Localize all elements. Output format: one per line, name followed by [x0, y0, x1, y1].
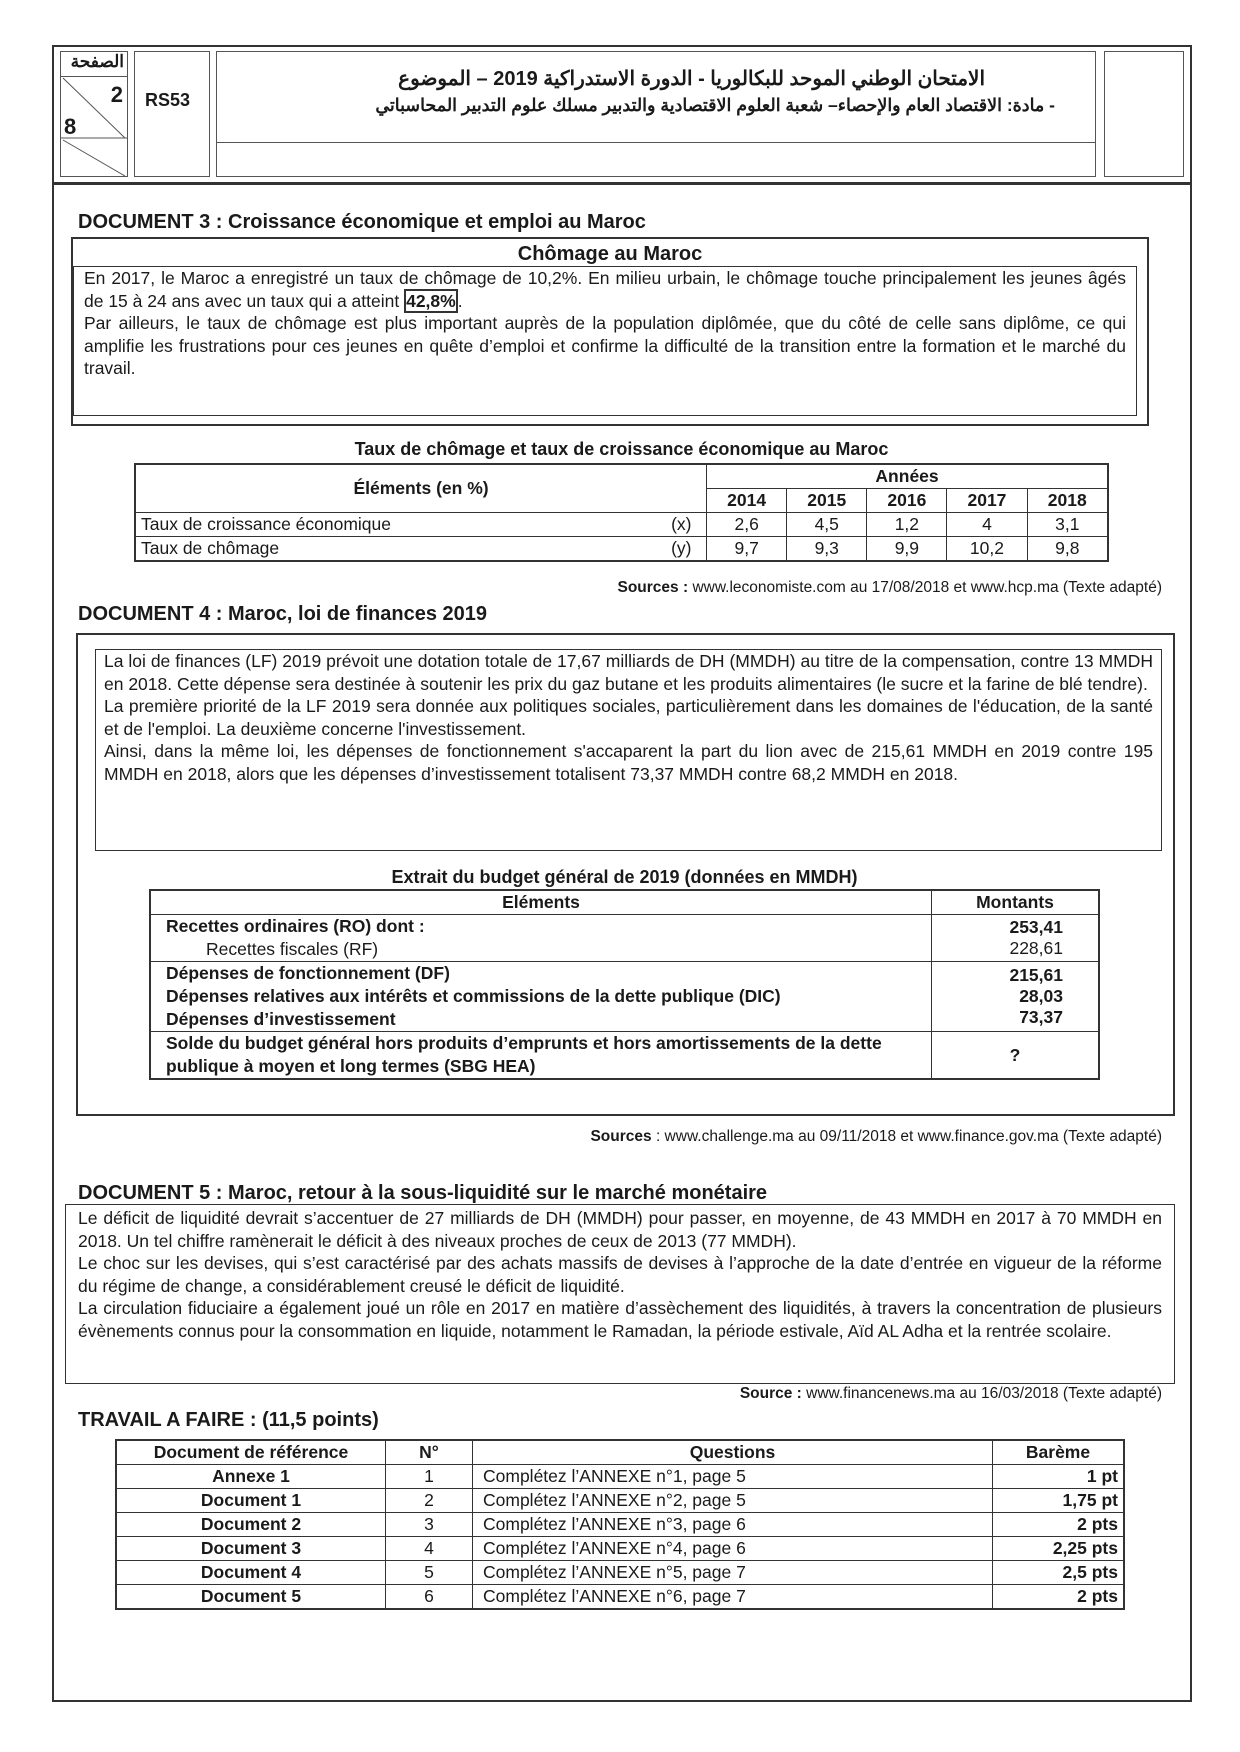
question-text: Complétez l’ANNEXE n°4, page 6 — [473, 1537, 993, 1561]
question-text: Complétez l’ANNEXE n°5, page 7 — [473, 1561, 993, 1585]
text: : www.challenge.ma au 09/11/2018 et www.finance.gov.ma (Texte adapté) — [651, 1128, 1162, 1145]
label: Sources — [590, 1128, 652, 1145]
doc4-sources — [590, 1128, 1162, 1146]
doc5-title: DOCUMENT 5 : Maroc, retour à la sous-liquidité sur le marché monétaire — [78, 1182, 768, 1204]
table-row — [116, 1513, 1124, 1537]
row-label: Taux de croissance économique — [135, 513, 666, 537]
bareme: 2,25 pts — [993, 1537, 1125, 1561]
table-row — [150, 915, 1099, 962]
year: 2018 — [1027, 489, 1108, 513]
doc3-title: DOCUMENT 3 : Croissance économique et emploi au Maroc — [78, 211, 646, 233]
question-number: 6 — [386, 1585, 473, 1610]
rf-label: Recettes fiscales (RF) — [206, 939, 379, 959]
table-row — [135, 537, 1108, 562]
table-row — [150, 1032, 1099, 1080]
cell: 1,2 — [867, 513, 947, 537]
blank-cell — [1104, 51, 1184, 177]
col-years: Années — [707, 464, 1108, 489]
code-cell — [134, 51, 210, 177]
question-text: Complétez l’ANNEXE n°1, page 5 — [473, 1465, 993, 1489]
exam-title: الامتحان الوطني الموحد للبكالوريا - الدورة الاستدراكية 2019 – الموضوع — [398, 68, 985, 90]
tasks-table — [115, 1439, 1125, 1610]
doc4-title: DOCUMENT 4 : Maroc, loi de finances 2019 — [78, 603, 487, 625]
text: www.leconomiste.com au 17/08/2018 et www.hcp.ma (Texte adapté) — [688, 579, 1162, 596]
cell: 4,5 — [787, 513, 867, 537]
doc5-source — [740, 1385, 1162, 1403]
cell: 4 — [947, 513, 1027, 537]
row-var: (y) — [666, 537, 707, 562]
question-number: 3 — [386, 1513, 473, 1537]
document-ref: Document 5 — [116, 1585, 386, 1610]
df-label: Dépenses de fonctionnement (DF) — [166, 963, 450, 983]
document-ref: Document 1 — [116, 1489, 386, 1513]
cell: 9,7 — [707, 537, 787, 562]
cell: 9,3 — [787, 537, 867, 562]
doc3-box-title: Chômage au Maroc — [517, 243, 703, 265]
budget-table — [149, 889, 1100, 1080]
table-row — [116, 1561, 1124, 1585]
page-total: 8 — [64, 114, 77, 139]
year: 2017 — [947, 489, 1027, 513]
col-bareme: Barème — [993, 1440, 1125, 1465]
doc3-paragraph-2: Par ailleurs, le taux de chômage est plus important auprès de la population diplômée, que du côté de celle sans diplôme, ce qui amplifie les frustrations pour ces jeunes en quête d’emploi et confirme la difficulté de la transition entre la formation et le marché du travail. — [84, 313, 1126, 378]
bareme: 1,75 pt — [993, 1489, 1125, 1513]
bareme: 2 pts — [993, 1513, 1125, 1537]
doc4-paragraph-2: La première priorité de la LF 2019 sera donnée aux politiques sociales, particulièrement dans les domaines de l'éducation, de la santé et de l'emploi. La deuxième concerne l'investissement. — [104, 696, 1153, 739]
table-row — [116, 1465, 1124, 1489]
doc3-sources — [618, 579, 1163, 597]
divider — [217, 142, 1095, 143]
question-number: 1 — [386, 1465, 473, 1489]
label: Source : — [739, 1385, 802, 1402]
doc4-paragraph-1: La loi de finances (LF) 2019 prévoit une dotation totale de 17,67 milliards de DH (MMDH) au titre de la compensation, contre 13 MMDH en 2018. Cette dépense sera destinée à soutenir les prix du gaz butane et les produits alimentaires (le sucre et la farine de blé tendre). — [104, 651, 1153, 694]
document-ref: Document 4 — [116, 1561, 386, 1585]
ro-value: 253,41 — [1009, 917, 1063, 937]
table-row — [116, 1489, 1124, 1513]
text: En 2017, le Maroc a enregistré un taux de chômage de 10,2%. En milieu urbain, le chômage touche principalement les jeunes âgés de 15 à 24 ans avec un taux qui a atteint — [84, 268, 1126, 311]
bareme: 2,5 pts — [993, 1561, 1125, 1585]
doc5-paragraph-1: Le déficit de liquidité devrait s’accentuer de 27 milliards de DH (MMDH) pour passer, en moyenne, de 43 MMDH en 2017 à 70 MMDH en 2018. Un tel chiffre ramènerait le déficit à des niveaux proches de ceux de 2013 (77 MMDH). — [78, 1208, 1162, 1251]
doc5-box — [65, 1204, 1175, 1384]
sbg-label: Solde du budget général hors produits d’emprunts et hors amortissements de la dette publique à moyen et long termes (SBG HEA) — [150, 1032, 932, 1080]
label: Sources : — [617, 579, 689, 596]
table-row — [135, 513, 1108, 537]
question-number: 5 — [386, 1561, 473, 1585]
document-ref: Document 3 — [116, 1537, 386, 1561]
page-num: 2 — [110, 82, 123, 107]
document-ref: Document 2 — [116, 1513, 386, 1537]
sbg-value: ? — [932, 1032, 1100, 1080]
ro-label: Recettes ordinaires (RO) dont : — [166, 916, 425, 936]
row-var: (x) — [666, 513, 707, 537]
page-label: الصفحة — [61, 52, 127, 77]
exam-subject: - مادة: الاقتصاد العام والإحصاء– شعبة العلوم الاقتصادية والتدبير مسلك علوم التدبير المحاسباتي — [375, 95, 1055, 115]
page-number-cell — [60, 51, 128, 177]
col-questions: Questions — [473, 1440, 993, 1465]
cell: 9,8 — [1027, 537, 1108, 562]
table-row — [150, 962, 1099, 1032]
text: . — [457, 290, 463, 311]
col-elements: Éléments (en %) — [135, 464, 707, 513]
table-row — [116, 1537, 1124, 1561]
question-text: Complétez l’ANNEXE n°6, page 7 — [473, 1585, 993, 1610]
doc4-paragraph-3: Ainsi, dans la même loi, les dépenses de fonctionnement s'accaparent la part du lion avec de 215,61 MMDH en 2019 contre 195 MMDH en 2018, alors que les dépenses d’investissement totalisent 73,37 MMDH contre 68,2 MMDH en 2018. — [104, 741, 1153, 784]
row-label: Taux de chômage — [135, 537, 666, 562]
exam-header — [52, 45, 1192, 185]
cell: 9,9 — [867, 537, 947, 562]
doc3-paragraph-1 — [84, 267, 1126, 312]
bareme: 1 pt — [993, 1465, 1125, 1489]
question-text: Complétez l’ANNEXE n°2, page 5 — [473, 1489, 993, 1513]
doc3-box — [71, 237, 1149, 426]
document-ref: Annexe 1 — [116, 1465, 386, 1489]
doc5-paragraph-2: Le choc sur les devises, qui s’est caractérisé par des achats massifs de devises à l’approche de la date d’entrée en vigueur de la réforme du régime de change, a considérablement creusé le déficit de liquidité. — [78, 1253, 1162, 1296]
budget-table-title: Extrait du budget général de 2019 (données en MMDH) — [391, 867, 858, 887]
col-document: Document de référence — [116, 1440, 386, 1465]
df-value: 215,61 — [1009, 965, 1063, 985]
doc3-table-title: Taux de chômage et taux de croissance économique au Maroc — [354, 439, 889, 459]
col-number: N° — [386, 1440, 473, 1465]
exam-code: RS53 — [145, 90, 191, 110]
year: 2016 — [867, 489, 947, 513]
table-row — [116, 1585, 1124, 1610]
rf-value: 228,61 — [1009, 938, 1063, 958]
cell: 10,2 — [947, 537, 1027, 562]
year: 2015 — [787, 489, 867, 513]
highlight-value: 42,8% — [406, 290, 456, 311]
col-elements: Eléments — [150, 890, 932, 915]
di-value: 73,37 — [1019, 1007, 1063, 1027]
title-cell — [216, 51, 1096, 177]
doc5-paragraph-3: La circulation fiduciaire a également joué un rôle en 2017 en matière d’assèchement des liquidités, à travers la concentration de plusieurs évènements connus pour la consommation en liquide, notamment le Ramadan, la période estivale, Aïd AL Adha et la rentrée scolaire. — [78, 1298, 1162, 1341]
cell: 2,6 — [707, 513, 787, 537]
question-text: Complétez l’ANNEXE n°3, page 6 — [473, 1513, 993, 1537]
travail-title: TRAVAIL A FAIRE : (11,5 points) — [78, 1409, 379, 1431]
unemployment-growth-table — [134, 463, 1109, 562]
question-number: 4 — [386, 1537, 473, 1561]
dic-value: 28,03 — [1019, 986, 1063, 1006]
year: 2014 — [707, 489, 787, 513]
dic-label: Dépenses relatives aux intérêts et commissions de la dette publique (DIC) — [166, 986, 781, 1006]
cell: 3,1 — [1027, 513, 1108, 537]
text: www.financenews.ma au 16/03/2018 (Texte adapté) — [801, 1385, 1162, 1402]
question-number: 2 — [386, 1489, 473, 1513]
col-amounts: Montants — [932, 890, 1100, 915]
bareme: 2 pts — [993, 1585, 1125, 1610]
di-label: Dépenses d’investissement — [166, 1009, 396, 1029]
